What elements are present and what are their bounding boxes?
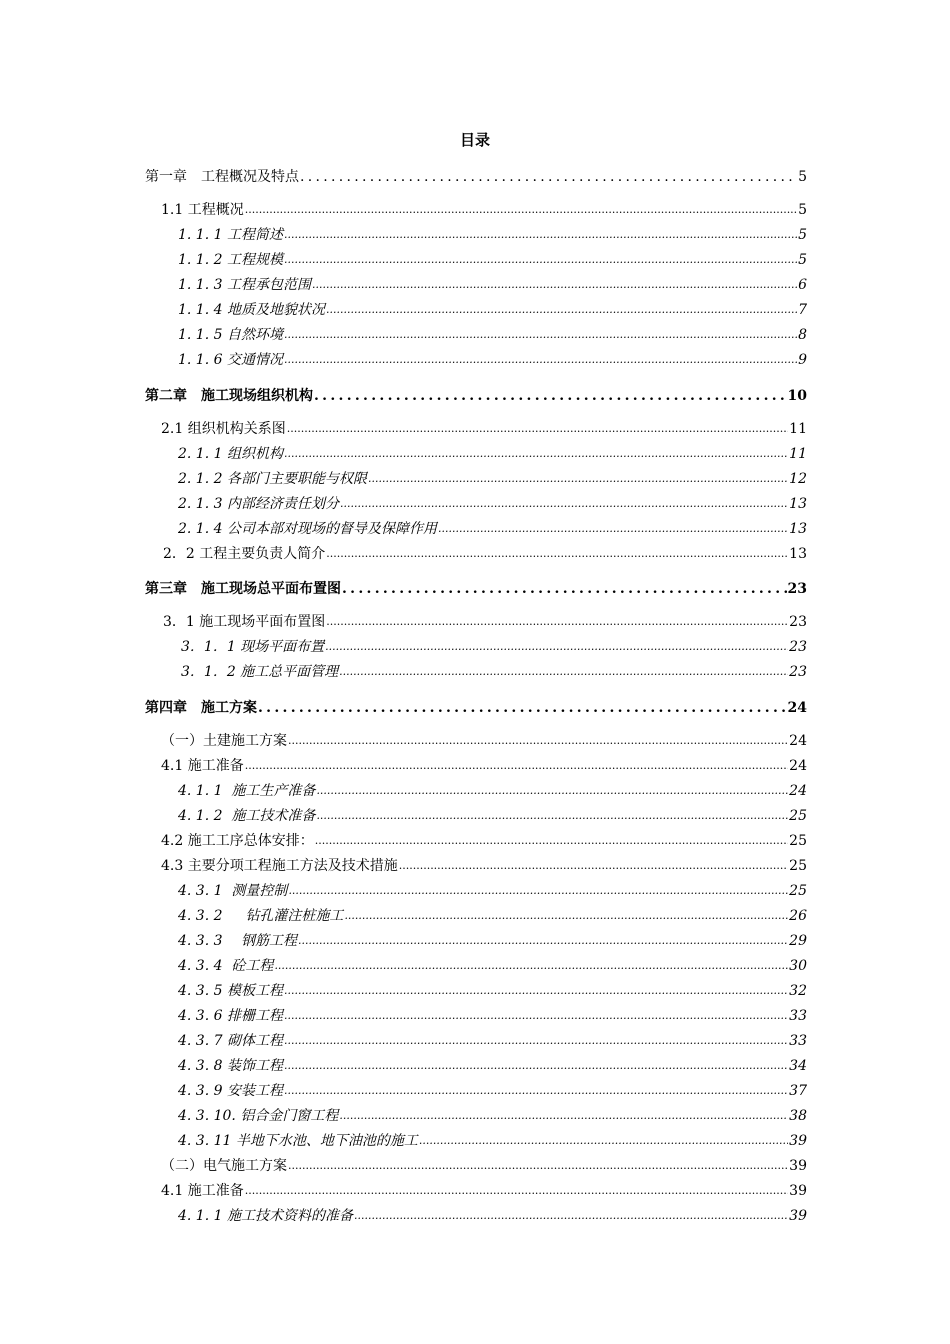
toc-entry-title: 4.2 施工工序总体安排： (161, 833, 314, 849)
toc-entry-title: 4. 3. 9 安装工程 (178, 1083, 283, 1099)
toc-page-number: 38 (789, 1108, 807, 1124)
toc-leader-dots (284, 1081, 788, 1101)
toc-leader-dots (284, 444, 788, 464)
toc-entry[interactable] (178, 1104, 807, 1126)
toc-page-number: 5 (798, 252, 807, 268)
toc-entry[interactable] (178, 273, 807, 295)
toc-leader-dots (288, 1156, 788, 1176)
toc-entry[interactable] (163, 542, 807, 564)
toc-entry-title: 4. 3. 1 测量控制 (178, 883, 288, 899)
toc-entry[interactable] (178, 1129, 807, 1151)
toc-leader-dots (326, 300, 797, 320)
toc-entry[interactable] (161, 854, 807, 876)
toc-entry-title: 1.1 工程概况 (161, 202, 244, 218)
toc-page-number: 29 (789, 933, 807, 949)
toc-entry-title: 1. 1. 2 工程规模 (178, 252, 283, 268)
toc-page-number: 33 (789, 1008, 807, 1024)
toc-entry-title: 4. 3. 6 排栅工程 (178, 1008, 283, 1024)
toc-page-number: 25 (789, 808, 807, 824)
toc-leader-dots (284, 250, 797, 270)
toc-leader-dots (316, 781, 788, 801)
toc-leader-dots (419, 1131, 788, 1151)
toc-leader-dots (284, 1006, 788, 1026)
toc-page-number: 39 (789, 1208, 807, 1224)
toc-page-number: 26 (789, 908, 807, 924)
toc-entry[interactable] (181, 635, 807, 657)
toc-leader-dots (344, 906, 788, 926)
toc-entry-title: 1. 1. 5 自然环境 (178, 327, 283, 343)
toc-entry[interactable] (161, 729, 807, 751)
toc-leader-dots (284, 1056, 788, 1076)
toc-entry[interactable] (178, 879, 807, 901)
toc-entry-title: 4. 3. 3 钢筋工程 (178, 933, 297, 949)
toc-page-number: 25 (789, 883, 807, 899)
toc-leader-dots (399, 856, 788, 876)
toc-entry-title: 3．1 施工现场平面布置图 (163, 614, 326, 630)
toc-entry[interactable] (178, 929, 807, 951)
toc-entry[interactable] (178, 223, 807, 245)
toc-entry[interactable] (145, 384, 807, 406)
toc-entry[interactable] (145, 165, 807, 187)
toc-entry-title: 2.1 组织机构关系图 (161, 421, 286, 437)
toc-entry[interactable] (178, 348, 807, 370)
toc-page-number: 24 (789, 733, 807, 749)
toc-page-number: 23 (789, 664, 807, 680)
toc-leader-dots (245, 1181, 788, 1201)
toc-entry-title: 2. 1. 4 公司本部对现场的督导及保障作用 (178, 521, 437, 537)
toc-leader-dots (300, 167, 797, 187)
toc-page-number: 25 (789, 858, 807, 874)
toc-leader-dots (258, 698, 787, 718)
toc-entry-title: 4.3 主要分项工程施工方法及技术措施 (161, 858, 398, 874)
toc-page-number: 39 (789, 1133, 807, 1149)
toc-page-number: 10 (787, 388, 807, 404)
toc-entry-title: （一）土建施工方案 (161, 733, 287, 749)
toc-entry-title: 4. 3. 5 模板工程 (178, 983, 283, 999)
toc-leader-dots (316, 806, 788, 826)
toc-entry-title: 4.1 施工准备 (161, 758, 244, 774)
toc-page-number: 37 (789, 1083, 807, 1099)
toc-page-number: 23 (787, 581, 807, 597)
toc-entry-title: 2. 1. 2 各部门主要职能与权限 (178, 471, 367, 487)
toc-entry[interactable] (163, 610, 807, 632)
toc-entry-title: 4. 3. 4 砼工程 (178, 958, 274, 974)
toc-entry-title: 1. 1. 1 工程简述 (178, 227, 283, 243)
toc-leader-dots (284, 350, 797, 370)
toc-entry[interactable] (181, 660, 807, 682)
toc-entry[interactable] (178, 442, 807, 464)
toc-leader-dots (340, 494, 788, 514)
toc-leader-dots (287, 419, 788, 439)
toc-leader-dots (339, 662, 788, 682)
toc-entry[interactable] (178, 1029, 807, 1051)
toc-leader-dots (312, 275, 797, 295)
toc-entry-title: （二）电气施工方案 (161, 1158, 287, 1174)
toc-leader-dots (274, 956, 788, 976)
toc-entry[interactable] (178, 979, 807, 1001)
toc-leader-dots (339, 1106, 788, 1126)
toc-page-number: 8 (798, 327, 807, 343)
toc-entry-title: 第二章 施工现场组织机构 (145, 388, 313, 404)
toc-leader-dots (315, 831, 788, 851)
toc-entry-title: 4. 1. 2 施工技术准备 (178, 808, 316, 824)
toc-entry-title: 4.1 施工准备 (161, 1183, 244, 1199)
toc-entry-title: 4. 1. 1 施工技术资料的准备 (178, 1208, 353, 1224)
toc-entry[interactable] (178, 904, 807, 926)
toc-entry[interactable] (178, 517, 807, 539)
toc-entry[interactable] (178, 467, 807, 489)
toc-leader-dots (245, 200, 797, 220)
toc-leader-dots (284, 1031, 788, 1051)
toc-entry[interactable] (178, 1054, 807, 1076)
toc-entry-title: 2. 1. 3 内部经济责任划分 (178, 496, 339, 512)
toc-page-number: 9 (798, 352, 807, 368)
toc-page-number: 24 (789, 783, 807, 799)
toc-page-number: 5 (798, 169, 807, 185)
toc-entry[interactable] (145, 696, 807, 718)
toc-page-number: 13 (789, 496, 807, 512)
toc-entry[interactable] (178, 1204, 807, 1226)
toc-page-number: 24 (787, 700, 807, 716)
toc-entry[interactable] (161, 417, 807, 439)
toc-leader-dots (288, 881, 788, 901)
toc-page-number: 34 (789, 1058, 807, 1074)
toc-entry[interactable] (178, 1004, 807, 1026)
toc-page-number: 25 (789, 833, 807, 849)
toc-entry-title: 第四章 施工方案 (145, 700, 257, 716)
toc-entry[interactable] (161, 754, 807, 776)
toc-page-number: 39 (789, 1183, 807, 1199)
toc-page-number: 6 (798, 277, 807, 293)
toc-entry[interactable] (178, 779, 807, 801)
toc-page-number: 24 (789, 758, 807, 774)
toc-page-number: 12 (789, 471, 807, 487)
toc-entry[interactable] (178, 248, 807, 270)
toc-entry[interactable] (161, 1154, 807, 1176)
toc-page-number: 39 (789, 1158, 807, 1174)
toc-page-number: 33 (789, 1033, 807, 1049)
toc-page-number: 32 (789, 983, 807, 999)
toc-page-number: 13 (789, 521, 807, 537)
toc-leader-dots (354, 1206, 788, 1226)
toc-leader-dots (288, 731, 788, 751)
toc-page-number: 11 (789, 421, 807, 437)
toc-page-number: 7 (798, 302, 807, 318)
toc-entry-title: 1. 1. 6 交通情况 (178, 352, 283, 368)
toc-entry-title: 第一章 工程概况及特点 (145, 169, 299, 185)
toc-page-number: 11 (789, 446, 807, 462)
toc-leader-dots (368, 469, 788, 489)
toc-leader-dots (438, 519, 788, 539)
toc-page-number: 13 (789, 546, 807, 562)
toc-entry-title: 4. 3. 11 半地下水池、地下油池的施工 (178, 1133, 418, 1149)
toc-entry-title: 3．1．2 施工总平面管理 (181, 664, 339, 680)
toc-page-number: 23 (789, 639, 807, 655)
toc-entry[interactable] (178, 298, 807, 320)
toc-entry[interactable] (178, 323, 807, 345)
toc-entry-title: 2. 1. 1 组织机构 (178, 446, 283, 462)
toc-leader-dots (325, 637, 788, 657)
toc-entry[interactable] (178, 954, 807, 976)
toc-page-number: 5 (798, 227, 807, 243)
toc-entry[interactable] (161, 198, 807, 220)
toc-entry-title: 4. 3. 8 装饰工程 (178, 1058, 283, 1074)
toc-leader-dots (245, 756, 788, 776)
toc-entry-title: 4. 3. 7 砌体工程 (178, 1033, 283, 1049)
toc-page-number: 5 (798, 202, 807, 218)
toc-entry-title: 第三章 施工现场总平面布置图 (145, 581, 341, 597)
toc-leader-dots (314, 386, 787, 406)
toc-entry-title: 2．2 工程主要负责人简介 (163, 546, 326, 562)
toc-leader-dots (284, 325, 797, 345)
toc-leader-dots (326, 612, 788, 632)
toc-entry-title: 4. 3. 10. 铝合金门窗工程 (178, 1108, 339, 1124)
toc-leader-dots (284, 981, 788, 1001)
toc-entry-title: 4. 1. 1 施工生产准备 (178, 783, 316, 799)
toc-entry-title: 4. 3. 2 钻孔灌注桩施工 (178, 908, 344, 924)
toc-entry[interactable] (178, 492, 807, 514)
toc-page-number: 30 (789, 958, 807, 974)
toc-entry[interactable] (145, 577, 807, 599)
toc-title: 目录 (459, 131, 490, 149)
toc-leader-dots (298, 931, 788, 951)
toc-entry[interactable] (178, 804, 807, 826)
toc-page-number: 23 (789, 614, 807, 630)
toc-leader-dots (342, 579, 787, 599)
toc-leader-dots (326, 544, 788, 564)
toc-entry[interactable] (161, 829, 807, 851)
toc-leader-dots (284, 225, 797, 245)
toc-entry-title: 1. 1. 3 工程承包范围 (178, 277, 311, 293)
toc-entry[interactable] (178, 1079, 807, 1101)
toc-entry-title: 1. 1. 4 地质及地貌状况 (178, 302, 325, 318)
toc-entry-title: 3．1．1 现场平面布置 (181, 639, 325, 655)
toc-entry[interactable] (161, 1179, 807, 1201)
